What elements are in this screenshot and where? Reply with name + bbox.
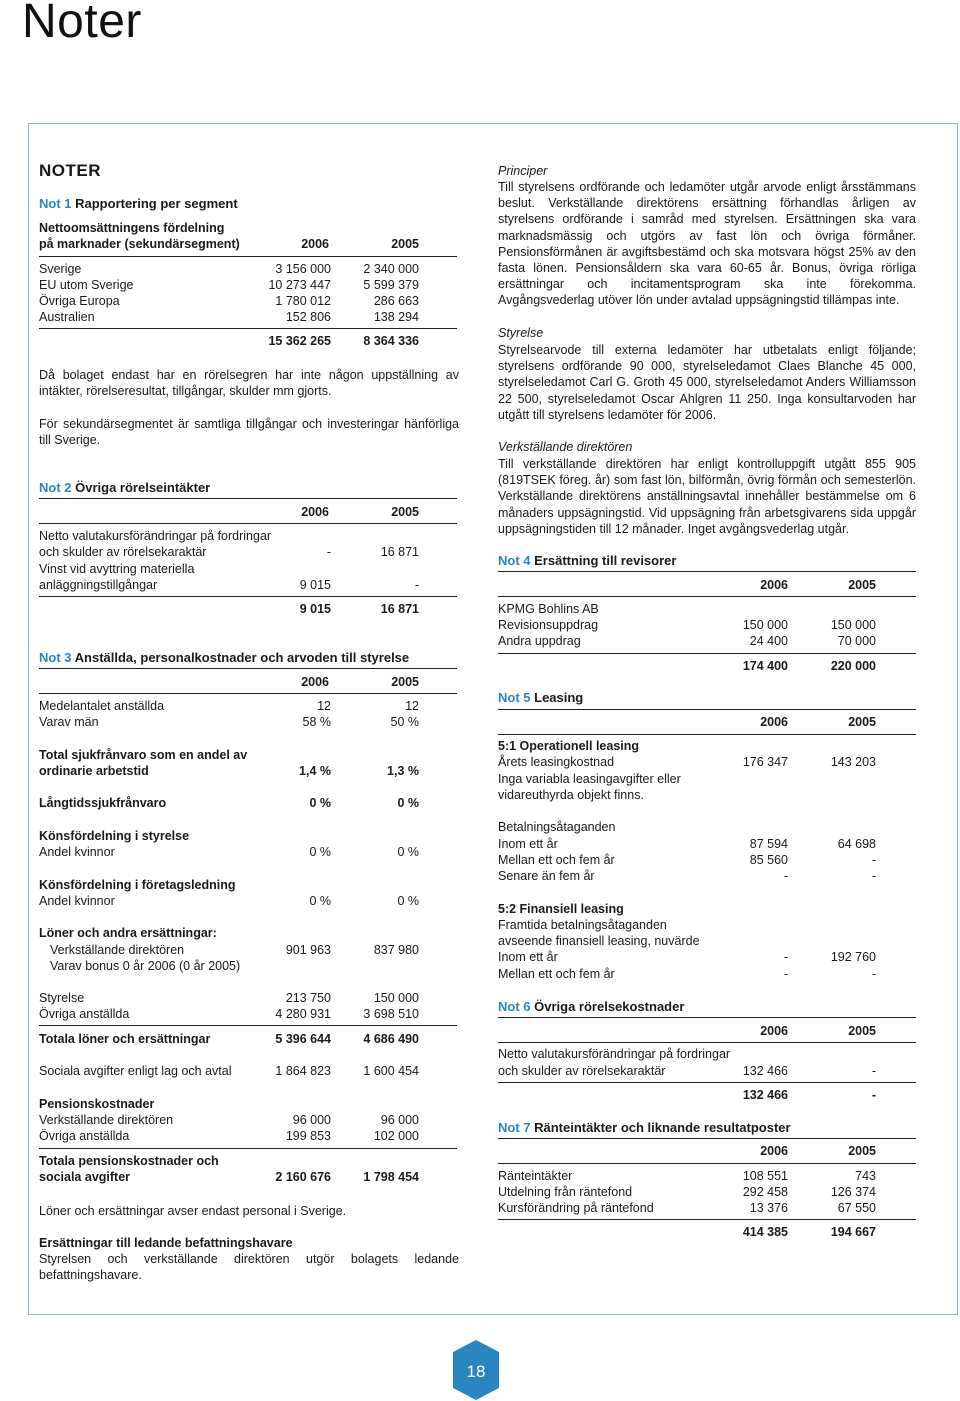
value-2006: 901 963 bbox=[285, 943, 331, 957]
table-row bbox=[39, 529, 419, 545]
value-2006: 2 160 676 bbox=[275, 1170, 331, 1184]
total-row bbox=[498, 1225, 876, 1241]
value-2006: 1 780 012 bbox=[275, 294, 331, 308]
note-7-title: Ränteintäkter och liknande resultatposter bbox=[534, 1120, 791, 1135]
header-row bbox=[498, 715, 876, 731]
note-3-number: Not 3 bbox=[39, 650, 72, 665]
total-row bbox=[39, 1170, 419, 1186]
value-2006: - bbox=[783, 869, 788, 883]
row-label: Varav bonus 0 år 2006 (0 år 2005) bbox=[50, 959, 241, 973]
value-2006: - bbox=[783, 967, 788, 981]
value-2005: 126 374 bbox=[830, 1185, 876, 1199]
value-2005: 138 294 bbox=[373, 310, 419, 324]
table-row bbox=[39, 764, 419, 780]
total-row bbox=[498, 659, 876, 675]
row-label: Vinst vid avyttring materiella bbox=[39, 562, 195, 576]
row-label: Kursförändring på räntefond bbox=[498, 1201, 654, 1215]
row-label: Total sjukfrånvaro som en andel av bbox=[39, 748, 248, 762]
header-row bbox=[498, 1024, 876, 1040]
value-2005: 4 686 490 bbox=[363, 1032, 419, 1046]
note-1-paragraph-2: För sekundärsegmentet är samtliga tillgångar och investeringar hänförliga till Sverige. bbox=[39, 417, 459, 448]
value-2005: 192 760 bbox=[830, 950, 876, 964]
table-row bbox=[498, 1047, 876, 1063]
table-row bbox=[498, 739, 876, 755]
rule bbox=[498, 1042, 916, 1043]
value-2005: 102 000 bbox=[373, 1129, 419, 1143]
row-label: Långtidssjukfrånvaro bbox=[39, 796, 167, 810]
table-row bbox=[498, 772, 876, 788]
table-row bbox=[39, 878, 419, 894]
value-2005: 70 000 bbox=[837, 634, 876, 648]
value-2005: 12 bbox=[405, 699, 419, 713]
value-2006: - bbox=[326, 545, 331, 559]
table-row bbox=[39, 278, 419, 294]
row-label: avseende finansiell leasing, nuvärde bbox=[498, 934, 700, 948]
value-2006: 4 280 931 bbox=[275, 1007, 331, 1021]
table-row bbox=[39, 562, 419, 578]
row-label: Löner och andra ersättningar: bbox=[39, 926, 217, 940]
value-2005: 150 000 bbox=[830, 618, 876, 632]
rule bbox=[498, 709, 916, 710]
value-2005: 5 599 379 bbox=[363, 278, 419, 292]
vd-text: Till verkställande direktören har enligt kontrolluppgift utgått 855 905 (819TSEK föreg. år) som fast lön, bilförmån, övrig förmån och semesterlön. Verkställande direktörens anställningsavtal innehåller bestämmelse om 6 månaders uppsägningstid. Vid uppsägning från arbetsgivarens sida uppgår uppsägningstiden till 12 månader. Inget avgångsvederlag utgår. bbox=[498, 457, 916, 536]
rule bbox=[498, 571, 916, 572]
table-row bbox=[498, 950, 876, 966]
value-2006: 13 376 bbox=[749, 1201, 788, 1215]
year-2005: 2005 bbox=[848, 578, 876, 592]
rule bbox=[39, 328, 457, 329]
row-label: Verkställande direktören bbox=[50, 943, 185, 957]
table-row bbox=[39, 578, 419, 594]
value-2005: - bbox=[871, 967, 876, 981]
year-2005: 2005 bbox=[391, 237, 419, 251]
table-row bbox=[39, 959, 419, 975]
note-4-number: Not 4 bbox=[498, 553, 531, 568]
note-5-heading bbox=[498, 690, 583, 705]
row-label: Totala löner och ersättningar bbox=[39, 1032, 211, 1046]
note-3-text: Löner och ersättningar avser endast personal i Sverige. bbox=[39, 1204, 347, 1218]
rule bbox=[498, 1219, 916, 1220]
note-3-heading bbox=[39, 650, 409, 665]
value-2005: 150 000 bbox=[373, 991, 419, 1005]
note-1-sub1 bbox=[39, 221, 419, 237]
table-row bbox=[39, 926, 419, 942]
note-1-subheading-2: på marknader (sekundärsegment) bbox=[39, 237, 240, 251]
row-label: Övriga Europa bbox=[39, 294, 120, 308]
value-2006: 108 551 bbox=[742, 1169, 788, 1183]
table-row bbox=[498, 1169, 876, 1185]
value-2005: 67 550 bbox=[837, 1201, 876, 1215]
value-2006: 132 466 bbox=[742, 1064, 788, 1078]
value-2006: 9 015 bbox=[299, 578, 331, 592]
table-row bbox=[498, 869, 876, 885]
value-2005: - bbox=[871, 869, 876, 883]
row-label: 5:1 Operationell leasing bbox=[498, 739, 640, 753]
row-label: Ränteintäkter bbox=[498, 1169, 573, 1183]
row-label: vidareuthyrda objekt finns. bbox=[498, 788, 644, 802]
value-2006: 3 156 000 bbox=[275, 262, 331, 276]
value-2005: 96 000 bbox=[380, 1113, 419, 1127]
row-label: Övriga anställda bbox=[39, 1007, 130, 1021]
total-row bbox=[39, 1154, 419, 1170]
value-2006: 1,4 % bbox=[299, 764, 331, 778]
value-2005: 1,3 % bbox=[387, 764, 419, 778]
row-label: Mellan ett och fem år bbox=[498, 853, 615, 867]
table-row bbox=[39, 1097, 419, 1113]
rule bbox=[498, 1082, 916, 1083]
note-5-number: Not 5 bbox=[498, 690, 531, 705]
row-label: anläggningstillgångar bbox=[39, 578, 158, 592]
value-2006: 85 560 bbox=[749, 853, 788, 867]
total-2006: 9 015 bbox=[299, 602, 331, 616]
value-2006: - bbox=[783, 950, 788, 964]
value-2006: 10 273 447 bbox=[268, 278, 331, 292]
value-2005: 64 698 bbox=[837, 837, 876, 851]
rule bbox=[498, 1017, 916, 1018]
total-2005: 16 871 bbox=[380, 602, 419, 616]
table-row bbox=[498, 918, 876, 934]
row-label: Revisionsuppdrag bbox=[498, 618, 599, 632]
table-row bbox=[498, 967, 876, 983]
rule bbox=[39, 693, 457, 694]
year-2006: 2006 bbox=[760, 1024, 788, 1038]
note-7-number: Not 7 bbox=[498, 1120, 531, 1135]
value-2005: 286 663 bbox=[373, 294, 419, 308]
value-2006: 87 594 bbox=[749, 837, 788, 851]
table-row bbox=[39, 699, 419, 715]
value-2005: 16 871 bbox=[380, 545, 419, 559]
note-3-ers-heading: Ersättningar till ledande befattningshavare bbox=[39, 1236, 293, 1250]
header-row bbox=[498, 578, 876, 594]
rule bbox=[39, 1025, 457, 1026]
table-row bbox=[39, 1007, 419, 1023]
table-row bbox=[498, 1185, 876, 1201]
year-2005: 2005 bbox=[391, 505, 419, 519]
header-row bbox=[39, 505, 419, 521]
row-label: Pensionskostnader bbox=[39, 1097, 155, 1111]
note-7-heading bbox=[498, 1120, 791, 1135]
note-4-heading bbox=[498, 553, 676, 568]
row-label: Könsfördelning i styrelse bbox=[39, 829, 190, 843]
note-6-heading bbox=[498, 999, 684, 1014]
table-row bbox=[498, 634, 876, 650]
total-2006: 132 466 bbox=[742, 1088, 788, 1102]
row-label: KPMG Bohlins AB bbox=[498, 602, 599, 616]
rule bbox=[498, 1163, 916, 1164]
row-label: Sverige bbox=[39, 262, 82, 276]
table-row bbox=[39, 294, 419, 310]
table-row bbox=[39, 310, 419, 326]
note-1-heading bbox=[39, 196, 238, 211]
principer-heading: Principer bbox=[498, 164, 548, 178]
rule bbox=[39, 256, 457, 257]
year-2006: 2006 bbox=[301, 237, 329, 251]
table-row bbox=[39, 943, 419, 959]
total-row bbox=[39, 602, 419, 618]
page-title: Noter bbox=[22, 0, 142, 48]
note-3-title: Anställda, personalkostnader och arvoden till styrelse bbox=[74, 650, 410, 665]
total-2006: 174 400 bbox=[742, 659, 788, 673]
year-2006: 2006 bbox=[760, 715, 788, 729]
value-2005: 50 % bbox=[390, 715, 419, 729]
note-1-paragraph-1: Då bolaget endast har en rörelsegren har inte någon uppställning av intäkter, rörelseresultat, tillgångar, skulder mm gjorts. bbox=[39, 368, 459, 399]
row-label: Inom ett år bbox=[498, 837, 558, 851]
total-2006: 15 362 265 bbox=[268, 334, 331, 348]
rule bbox=[498, 653, 916, 654]
value-2006: 12 bbox=[317, 699, 331, 713]
year-2005: 2005 bbox=[848, 715, 876, 729]
table-row bbox=[498, 820, 876, 836]
row-label: 5:2 Finansiell leasing bbox=[498, 902, 624, 916]
value-2006: 176 347 bbox=[742, 755, 788, 769]
table-row bbox=[498, 788, 876, 804]
table-row bbox=[498, 755, 876, 771]
vd-heading: Verkställande direktören bbox=[498, 440, 633, 454]
note-1-header-row bbox=[39, 237, 419, 253]
value-2005: - bbox=[871, 853, 876, 867]
rule bbox=[498, 1138, 916, 1139]
rule bbox=[498, 596, 916, 597]
table-row bbox=[498, 902, 876, 918]
table-row bbox=[39, 1113, 419, 1129]
total-row bbox=[498, 1088, 876, 1104]
value-2006: 58 % bbox=[302, 715, 331, 729]
table-row bbox=[39, 829, 419, 845]
value-2005: 837 980 bbox=[373, 943, 419, 957]
note-1-subheading-1: Nettoomsättningens fördelning bbox=[39, 221, 225, 235]
rule bbox=[39, 523, 457, 524]
table-row bbox=[39, 1064, 419, 1080]
table-row bbox=[39, 545, 419, 561]
value-2005: - bbox=[871, 1064, 876, 1078]
value-2006: 150 000 bbox=[742, 618, 788, 632]
value-2006: 0 % bbox=[309, 894, 331, 908]
value-2005: 1 798 454 bbox=[363, 1170, 419, 1184]
principer-text: Till styrelsens ordförande och ledamöter utgår arvode enligt årsstämmans beslut. Verkställande direktörens ersättning förhandlas årligen av styrelsens ordförande i samråd med styrelsen. Ersättningen ska vara marknadsmässig och utgörs av fast lön och övriga förmåner. Pensionsförmånen är avgiftsbestämd och ska motsvara högst 25% av den fasta lönen. Pensionsåldern ska vara 60-65 år. Bonus, övriga rörliga ersättningar och incitamentsprogram ska inte förekomma. Avgångsvederlag utöver lön under avtalad uppsägningstid tillämpas inte. bbox=[498, 180, 916, 308]
row-label: Senare än fem år bbox=[498, 869, 595, 883]
page-number: 18 bbox=[466, 1362, 486, 1381]
row-label: Mellan ett och fem år bbox=[498, 967, 615, 981]
styrelse-text: Styrelsearvode till externa ledamöter har utbetalats enligt följande; styrelsens ordförande 90 000, styrelseledamot Claes Blanche 45 000, styrelseledamot Carl G. Groth 45 000, styrelseledamot Anders Williamsson 22 500, styrelseledamot Oscar Ahlgren 11 250. Inga konsultarvoden har utgått till styrelsens ledamöter för 2006. bbox=[498, 343, 916, 422]
note-1-number: Not 1 bbox=[39, 196, 72, 211]
table-row bbox=[39, 796, 419, 812]
row-label: Andel kvinnor bbox=[39, 894, 115, 908]
row-label: Medelantalet anställda bbox=[39, 699, 165, 713]
note-3-ers-text: Styrelsen och verkställande direktören utgör bolagets ledande befattningshavare. bbox=[39, 1252, 459, 1283]
value-2006: 0 % bbox=[309, 796, 331, 810]
table-row bbox=[498, 1201, 876, 1217]
note-2-number: Not 2 bbox=[39, 480, 72, 495]
rule bbox=[39, 498, 457, 499]
note-4-title: Ersättning till revisorer bbox=[534, 553, 677, 568]
rule bbox=[39, 668, 457, 669]
page-number-badge bbox=[453, 1340, 499, 1400]
row-label: Betalningsåtaganden bbox=[498, 820, 616, 834]
value-2006: 213 750 bbox=[285, 991, 331, 1005]
note-6-number: Not 6 bbox=[498, 999, 531, 1014]
total-2005: - bbox=[871, 1088, 876, 1102]
value-2005: - bbox=[414, 578, 419, 592]
value-2005: 2 340 000 bbox=[363, 262, 419, 276]
value-2005: 3 698 510 bbox=[363, 1007, 419, 1021]
year-2006: 2006 bbox=[760, 578, 788, 592]
total-2005: 220 000 bbox=[830, 659, 876, 673]
note-2-heading bbox=[39, 480, 210, 495]
table-row bbox=[39, 845, 419, 861]
total-2005: 194 667 bbox=[830, 1225, 876, 1239]
row-label: Varav män bbox=[39, 715, 99, 729]
row-label: Könsfördelning i företagsledning bbox=[39, 878, 236, 892]
table-row bbox=[39, 1129, 419, 1145]
row-label: Inom ett år bbox=[498, 950, 558, 964]
row-label: Övriga anställda bbox=[39, 1129, 130, 1143]
value-2005: 0 % bbox=[397, 894, 419, 908]
row-label: och skulder av rörelsekaraktär bbox=[498, 1064, 666, 1078]
table-row bbox=[39, 748, 419, 764]
row-label: Inga variabla leasingavgifter eller bbox=[498, 772, 681, 786]
value-2006: 292 458 bbox=[742, 1185, 788, 1199]
rule bbox=[39, 1148, 457, 1149]
row-label: Verkställande direktören bbox=[39, 1113, 174, 1127]
table-row bbox=[39, 715, 419, 731]
year-2005: 2005 bbox=[848, 1024, 876, 1038]
value-2006: 5 396 644 bbox=[275, 1032, 331, 1046]
header-row bbox=[39, 675, 419, 691]
table-row bbox=[39, 991, 419, 1007]
note-2-title: Övriga rörelseintäkter bbox=[75, 480, 211, 495]
row-label: Framtida betalningsåtaganden bbox=[498, 918, 667, 932]
row-label: Årets leasingkostnad bbox=[498, 755, 615, 769]
table-row bbox=[498, 934, 876, 950]
total-row bbox=[39, 334, 419, 350]
note-1-title: Rapportering per segment bbox=[75, 196, 238, 211]
year-2006: 2006 bbox=[760, 1144, 788, 1158]
header-row bbox=[498, 1144, 876, 1160]
value-2005: 143 203 bbox=[830, 755, 876, 769]
value-2006: 1 864 823 bbox=[275, 1064, 331, 1078]
value-2006: 24 400 bbox=[749, 634, 788, 648]
value-2006: 96 000 bbox=[292, 1113, 331, 1127]
year-2005: 2005 bbox=[848, 1144, 876, 1158]
total-row bbox=[39, 1032, 419, 1048]
table-row bbox=[498, 618, 876, 634]
row-label: Sociala avgifter enligt lag och avtal bbox=[39, 1064, 232, 1078]
row-label: sociala avgifter bbox=[39, 1170, 131, 1184]
row-label: Andel kvinnor bbox=[39, 845, 115, 859]
row-label: Netto valutakursförändringar på fordringar bbox=[498, 1047, 731, 1061]
year-2006: 2006 bbox=[301, 505, 329, 519]
table-row bbox=[498, 853, 876, 869]
table-row bbox=[39, 894, 419, 910]
row-label: Totala pensionskostnader och bbox=[39, 1154, 219, 1168]
row-label: Styrelse bbox=[39, 991, 85, 1005]
row-label: EU utom Sverige bbox=[39, 278, 134, 292]
row-label: och skulder av rörelsekaraktär bbox=[39, 545, 207, 559]
value-2006: 199 853 bbox=[285, 1129, 331, 1143]
row-label: Utdelning från räntefond bbox=[498, 1185, 633, 1199]
table-row bbox=[498, 837, 876, 853]
rule bbox=[39, 596, 457, 597]
rule bbox=[498, 734, 916, 735]
row-label: Andra uppdrag bbox=[498, 634, 581, 648]
note-5-title: Leasing bbox=[534, 690, 584, 705]
table-row bbox=[498, 1064, 876, 1080]
year-2005: 2005 bbox=[391, 675, 419, 689]
table-row bbox=[39, 262, 419, 278]
table-row bbox=[498, 602, 876, 618]
styrelse-heading: Styrelse bbox=[498, 326, 544, 340]
value-2005: 0 % bbox=[397, 845, 419, 859]
value-2006: 152 806 bbox=[285, 310, 331, 324]
row-label: Australien bbox=[39, 310, 95, 324]
value-2005: 0 % bbox=[397, 796, 419, 810]
year-2006: 2006 bbox=[301, 675, 329, 689]
row-label: Netto valutakursförändringar på fordringar bbox=[39, 529, 272, 543]
total-2006: 414 385 bbox=[742, 1225, 788, 1239]
row-label: ordinarie arbetstid bbox=[39, 764, 149, 778]
value-2005: 743 bbox=[855, 1169, 876, 1183]
value-2005: 1 600 454 bbox=[363, 1064, 419, 1078]
total-2005: 8 364 336 bbox=[363, 334, 419, 348]
value-2006: 0 % bbox=[309, 845, 331, 859]
section-title: NOTER bbox=[39, 161, 101, 180]
note-6-title: Övriga rörelsekostnader bbox=[534, 999, 685, 1014]
